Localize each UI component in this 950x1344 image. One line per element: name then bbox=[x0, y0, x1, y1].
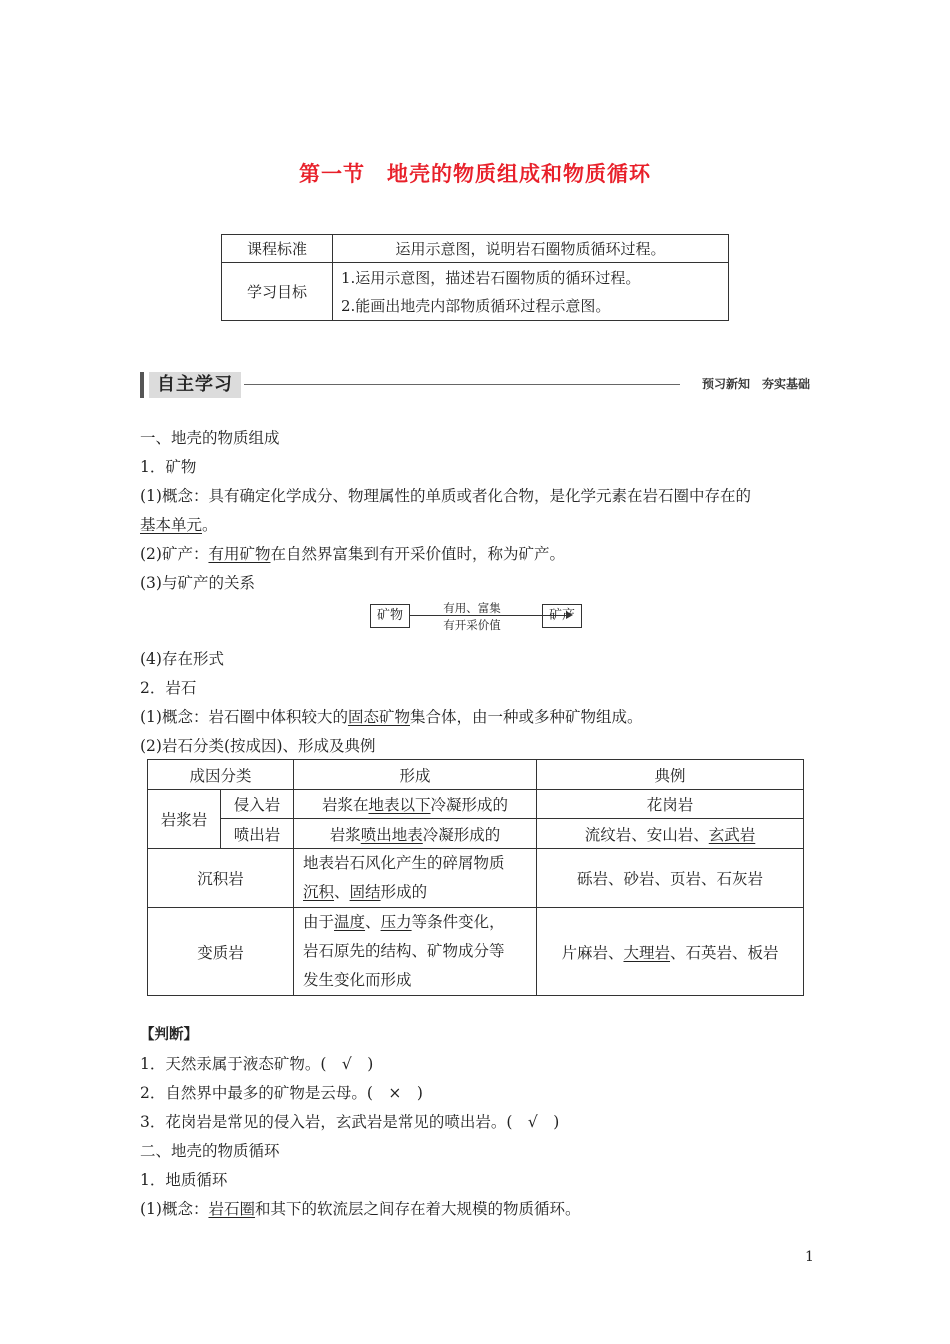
rock-classification-heading: (2)岩石分类(按成因)、形成及典例 bbox=[140, 737, 376, 755]
cell-extrusive-formation: 岩浆喷出地表冷凝形成的 bbox=[294, 819, 537, 849]
heading-cycle: 二、地壳的物质循环 bbox=[140, 1142, 280, 1160]
learning-goal-1: 1.运用示意图，描述岩石圈物质的循环过程。 bbox=[341, 268, 641, 287]
table-row bbox=[148, 849, 804, 908]
section-tagline: 预习新知 夯实基础 bbox=[701, 377, 810, 391]
ore-definition: (2)矿产：有用矿物在自然界富集到有开采价值时，称为矿产。 bbox=[140, 545, 565, 563]
cell-magmatic: 岩浆岩 bbox=[148, 790, 221, 849]
section-divider bbox=[244, 384, 680, 385]
course-standard-label: 课程标准 bbox=[222, 235, 333, 263]
standards-table bbox=[221, 234, 729, 321]
cell-sedimentary-formation: 地表岩石风化产生的碎屑物质 沉积、固结形成的 bbox=[294, 849, 537, 908]
diagram-mineral-box: 矿物 bbox=[370, 604, 410, 628]
rock-table bbox=[147, 759, 804, 996]
learning-goal-2: 2.能画出地壳内部物质循环过程示意图。 bbox=[341, 296, 611, 315]
geo-cycle-concept: (1)概念：岩石圈和其下的软流层之间存在着大规模的物质循环。 bbox=[140, 1200, 581, 1218]
section-label: 自主学习 bbox=[149, 372, 241, 398]
table-row bbox=[148, 908, 804, 996]
course-standard-text: 运用示意图，说明岩石圈物质循环过程。 bbox=[333, 235, 729, 263]
section-header bbox=[140, 370, 810, 400]
diagram-label-bottom: 有开采价值 bbox=[443, 618, 501, 632]
answer-useful-mineral: 有用矿物 bbox=[208, 545, 271, 563]
judge-item-1: 1．天然汞属于液态矿物。( √ ) bbox=[140, 1055, 374, 1073]
table-header-row bbox=[148, 760, 804, 790]
answer-lithosphere: 岩石圈 bbox=[208, 1200, 255, 1218]
cell-intrusive: 侵入岩 bbox=[221, 790, 294, 819]
rock-concept: (1)概念：岩石圈中体积较大的固态矿物集合体，由一种或多种矿物组成。 bbox=[140, 708, 643, 726]
header-example: 典例 bbox=[537, 760, 804, 790]
relation-heading: (3)与矿产的关系 bbox=[140, 574, 255, 592]
cell-metamorphic-formation: 由于温度、压力等条件变化， 岩石原先的结构、矿物成分等 发生变化而形成 bbox=[294, 908, 537, 996]
subheading-rock: 2．岩石 bbox=[140, 679, 197, 697]
page-number: 1 bbox=[805, 1249, 814, 1265]
cell-sedimentary: 沉积岩 bbox=[148, 849, 294, 908]
page-title: 第一节 地壳的物质组成和物质循环 bbox=[299, 162, 651, 186]
subheading-geo-cycle: 1．地质循环 bbox=[140, 1171, 228, 1189]
cell-extrusive-example: 流纹岩、安山岩、玄武岩 bbox=[537, 819, 804, 849]
mineral-ore-diagram bbox=[370, 600, 582, 630]
cell-metamorphic: 变质岩 bbox=[148, 908, 294, 996]
table-row bbox=[148, 790, 804, 819]
judge-item-3: 3．花岗岩是常见的侵入岩，玄武岩是常见的喷出岩。( √ ) bbox=[140, 1113, 560, 1131]
cell-sedimentary-example: 砾岩、砂岩、页岩、石灰岩 bbox=[537, 849, 804, 908]
existence-form: (4)存在形式 bbox=[140, 650, 224, 668]
cell-intrusive-example: 花岗岩 bbox=[537, 790, 804, 819]
section-bar bbox=[140, 372, 144, 398]
subheading-mineral: 1．矿物 bbox=[140, 458, 197, 476]
mineral-concept-line1: (1)概念：具有确定化学成分、物理属性的单质或者化合物，是化学元素在岩石圈中存在的 bbox=[140, 487, 751, 505]
heading-composition: 一、地壳的物质组成 bbox=[140, 429, 280, 447]
cell-extrusive: 喷出岩 bbox=[221, 819, 294, 849]
diagram-label-top: 有用、富集 bbox=[443, 601, 501, 615]
judge-heading: 【判断】 bbox=[140, 1027, 198, 1043]
learning-goal-label: 学习目标 bbox=[222, 263, 333, 321]
mineral-concept-line2: 基本单元。 bbox=[140, 516, 218, 534]
header-cause: 成因分类 bbox=[148, 760, 294, 790]
cell-metamorphic-example: 片麻岩、大理岩、石英岩、板岩 bbox=[537, 908, 804, 996]
header-formation: 形成 bbox=[294, 760, 537, 790]
table-row bbox=[148, 819, 804, 849]
answer-basic-unit: 基本单元 bbox=[140, 516, 203, 534]
diagram-ore-box: 矿产 bbox=[542, 604, 582, 628]
answer-solid-mineral: 固态矿物 bbox=[347, 708, 410, 726]
cell-intrusive-formation: 岩浆在地表以下冷凝形成的 bbox=[294, 790, 537, 819]
judge-item-2: 2．自然界中最多的矿物是云母。( × ) bbox=[140, 1084, 423, 1102]
